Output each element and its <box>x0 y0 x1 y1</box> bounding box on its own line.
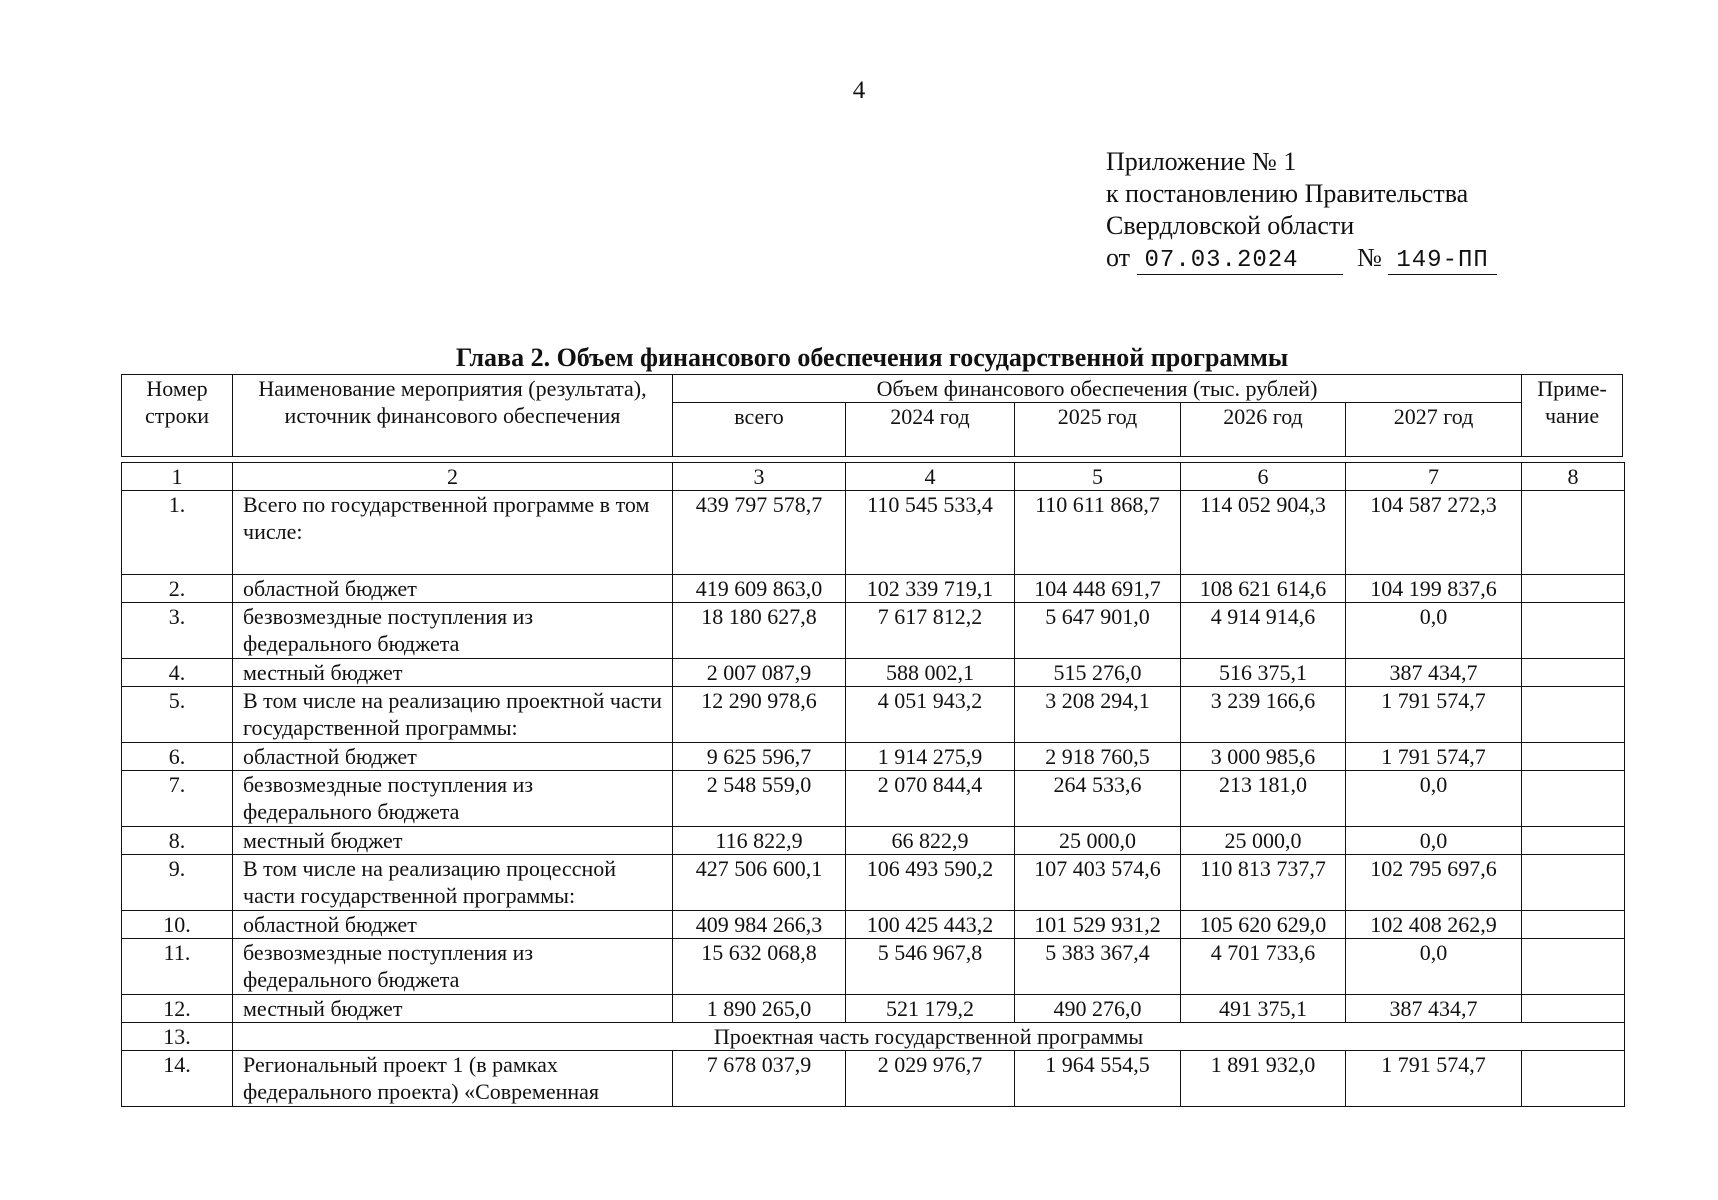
value-2024: 106 493 590,2 <box>846 855 1015 911</box>
row-number: 10. <box>122 911 233 939</box>
table-row <box>122 491 1625 575</box>
row-number: 4. <box>122 659 233 687</box>
table-body <box>121 462 1625 1107</box>
appendix-block <box>1106 146 1526 275</box>
value-2026: 4 914 914,6 <box>1181 603 1346 659</box>
value-2025: 5 647 901,0 <box>1015 603 1181 659</box>
row-note <box>1522 603 1625 659</box>
row-note <box>1522 911 1625 939</box>
value-2026: 108 621 614,6 <box>1181 575 1346 603</box>
row-note <box>1522 855 1625 911</box>
table-row <box>122 603 1625 659</box>
value-total: 439 797 578,7 <box>673 491 846 575</box>
value-2025: 25 000,0 <box>1015 827 1181 855</box>
appendix-title: Приложение № 1 <box>1106 147 1297 176</box>
value-2025: 264 533,6 <box>1015 771 1181 827</box>
row-number: 3. <box>122 603 233 659</box>
table-row <box>122 911 1625 939</box>
value-2027: 0,0 <box>1346 827 1522 855</box>
value-2026: 1 891 932,0 <box>1181 1051 1346 1107</box>
column-number: 5 <box>1015 463 1181 491</box>
value-2024: 7 617 812,2 <box>846 603 1015 659</box>
row-number: 5. <box>122 687 233 743</box>
section-title: Проектная часть государственной программы <box>233 1023 1625 1051</box>
table-row <box>122 659 1625 687</box>
table-row <box>122 743 1625 771</box>
row-name: Региональный проект 1 (в рамках федерального проекта) «Современная <box>233 1051 673 1107</box>
value-2026: 105 620 629,0 <box>1181 911 1346 939</box>
value-2027: 387 434,7 <box>1346 659 1522 687</box>
value-2026: 213 181,0 <box>1181 771 1346 827</box>
column-number: 1 <box>122 463 233 491</box>
value-2027: 1 791 574,7 <box>1346 743 1522 771</box>
header-2025: 2025 год <box>1015 403 1181 457</box>
row-number: 11. <box>122 939 233 995</box>
value-2025: 2 918 760,5 <box>1015 743 1181 771</box>
from-label: от <box>1106 243 1131 272</box>
table-row <box>122 575 1625 603</box>
value-total: 409 984 266,3 <box>673 911 846 939</box>
row-note <box>1522 491 1625 575</box>
section-row <box>122 1023 1625 1051</box>
row-note <box>1522 771 1625 827</box>
value-2025: 110 611 868,7 <box>1015 491 1181 575</box>
header-total: всего <box>673 403 846 457</box>
value-2027: 1 791 574,7 <box>1346 687 1522 743</box>
value-2026: 3 000 985,6 <box>1181 743 1346 771</box>
header-note: Приме-чание <box>1522 375 1623 457</box>
value-total: 116 822,9 <box>673 827 846 855</box>
row-number: 1. <box>122 491 233 575</box>
resolution-number: 149-ПП <box>1396 247 1489 274</box>
resolution-date: 07.03.2024 <box>1144 247 1299 274</box>
appendix-date-number-line <box>1106 242 1526 275</box>
row-note <box>1522 995 1625 1023</box>
row-note <box>1522 743 1625 771</box>
table-row <box>122 855 1625 911</box>
column-numbers-row <box>122 463 1625 491</box>
value-2025: 104 448 691,7 <box>1015 575 1181 603</box>
value-2024: 2 070 844,4 <box>846 771 1015 827</box>
table-row <box>122 827 1625 855</box>
value-2027: 387 434,7 <box>1346 995 1522 1023</box>
value-total: 15 632 068,8 <box>673 939 846 995</box>
value-2027: 1 791 574,7 <box>1346 1051 1522 1107</box>
table-row <box>122 995 1625 1023</box>
column-number: 2 <box>233 463 673 491</box>
value-2024: 588 002,1 <box>846 659 1015 687</box>
value-2025: 107 403 574,6 <box>1015 855 1181 911</box>
value-2027: 104 587 272,3 <box>1346 491 1522 575</box>
row-name: местный бюджет <box>233 827 673 855</box>
row-number: 2. <box>122 575 233 603</box>
value-2027: 0,0 <box>1346 603 1522 659</box>
row-note <box>1522 939 1625 995</box>
column-number: 4 <box>846 463 1015 491</box>
value-2027: 102 408 262,9 <box>1346 911 1522 939</box>
value-total: 18 180 627,8 <box>673 603 846 659</box>
header-2026: 2026 год <box>1181 403 1346 457</box>
header-2024: 2024 год <box>846 403 1015 457</box>
row-name: безвозмездные поступления из федерального бюджета <box>233 771 673 827</box>
row-number: 7. <box>122 771 233 827</box>
value-2025: 515 276,0 <box>1015 659 1181 687</box>
value-2026: 4 701 733,6 <box>1181 939 1346 995</box>
row-note <box>1522 575 1625 603</box>
value-total: 12 290 978,6 <box>673 687 846 743</box>
row-note <box>1522 659 1625 687</box>
value-total: 419 609 863,0 <box>673 575 846 603</box>
row-number: 9. <box>122 855 233 911</box>
value-total: 2 548 559,0 <box>673 771 846 827</box>
number-label: № <box>1357 243 1382 272</box>
value-2027: 104 199 837,6 <box>1346 575 1522 603</box>
value-2026: 25 000,0 <box>1181 827 1346 855</box>
header-name: Наименование мероприятия (результата), источник финансового обеспечения <box>233 375 673 457</box>
row-note <box>1522 687 1625 743</box>
value-2026: 114 052 904,3 <box>1181 491 1346 575</box>
value-2024: 1 914 275,9 <box>846 743 1015 771</box>
value-2024: 110 545 533,4 <box>846 491 1015 575</box>
row-number: 13. <box>122 1023 233 1051</box>
value-2024: 4 051 943,2 <box>846 687 1015 743</box>
value-total: 1 890 265,0 <box>673 995 846 1023</box>
value-2027: 0,0 <box>1346 771 1522 827</box>
value-total: 2 007 087,9 <box>673 659 846 687</box>
row-name: В том числе на реализацию проектной части государственной программы: <box>233 687 673 743</box>
row-name: безвозмездные поступления из федерального бюджета <box>233 939 673 995</box>
row-name: местный бюджет <box>233 659 673 687</box>
value-2026: 110 813 737,7 <box>1181 855 1346 911</box>
value-2024: 5 546 967,8 <box>846 939 1015 995</box>
row-note <box>1522 1051 1625 1107</box>
row-number: 8. <box>122 827 233 855</box>
table-row <box>122 771 1625 827</box>
value-2024: 102 339 719,1 <box>846 575 1015 603</box>
row-name: областной бюджет <box>233 743 673 771</box>
value-2026: 3 239 166,6 <box>1181 687 1346 743</box>
row-number: 6. <box>122 743 233 771</box>
table-row <box>122 939 1625 995</box>
row-name: Всего по государственной программе в том числе: <box>233 491 673 575</box>
value-2027: 102 795 697,6 <box>1346 855 1522 911</box>
appendix-region: Свердловской области <box>1106 211 1355 240</box>
table-row <box>122 687 1625 743</box>
page-number: 4 <box>852 77 866 104</box>
row-number: 14. <box>122 1051 233 1107</box>
row-name: местный бюджет <box>233 995 673 1023</box>
header-2027: 2027 год <box>1346 403 1522 457</box>
value-2027: 0,0 <box>1346 939 1522 995</box>
value-2025: 490 276,0 <box>1015 995 1181 1023</box>
column-number: 3 <box>673 463 846 491</box>
value-total: 7 678 037,9 <box>673 1051 846 1107</box>
row-name: В том числе на реализацию процессной части государственной программы: <box>233 855 673 911</box>
value-2025: 3 208 294,1 <box>1015 687 1181 743</box>
header-volume: Объем финансового обеспечения (тыс. рублей) <box>673 375 1522 403</box>
table-header <box>121 374 1623 457</box>
value-2025: 5 383 367,4 <box>1015 939 1181 995</box>
column-number: 8 <box>1522 463 1625 491</box>
value-2024: 2 029 976,7 <box>846 1051 1015 1107</box>
row-number: 12. <box>122 995 233 1023</box>
value-2024: 66 822,9 <box>846 827 1015 855</box>
row-note <box>1522 827 1625 855</box>
value-2026: 516 375,1 <box>1181 659 1346 687</box>
value-2026: 491 375,1 <box>1181 995 1346 1023</box>
value-total: 9 625 596,7 <box>673 743 846 771</box>
value-total: 427 506 600,1 <box>673 855 846 911</box>
row-name: областной бюджет <box>233 575 673 603</box>
table-row <box>122 1051 1625 1107</box>
value-2024: 521 179,2 <box>846 995 1015 1023</box>
column-number: 6 <box>1181 463 1346 491</box>
header-row-number: Номер строки <box>122 375 233 457</box>
row-name: областной бюджет <box>233 911 673 939</box>
value-2024: 100 425 443,2 <box>846 911 1015 939</box>
column-number: 7 <box>1346 463 1522 491</box>
value-2025: 1 964 554,5 <box>1015 1051 1181 1107</box>
row-name: безвозмездные поступления из федерального бюджета <box>233 603 673 659</box>
appendix-resolution: к постановлению Правительства <box>1106 179 1469 208</box>
chapter-title: Глава 2. Объем финансового обеспечения государственной программы <box>455 343 1289 372</box>
value-2025: 101 529 931,2 <box>1015 911 1181 939</box>
